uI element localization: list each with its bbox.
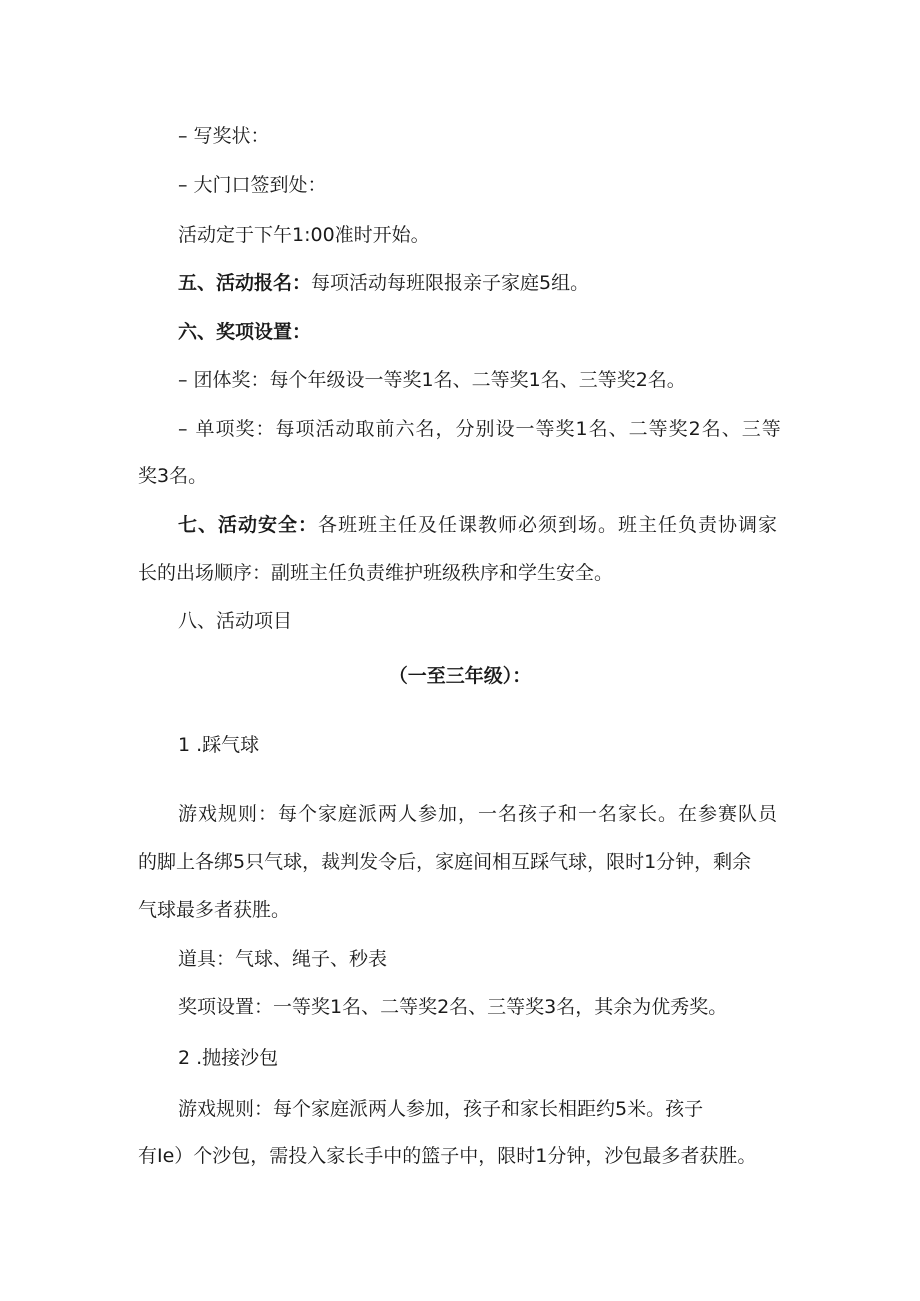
registration-text: 每项活动每班限报亲子家庭5组。 xyxy=(311,272,590,294)
balloon-awards: 奖项设置：一等奖1名、二等奖2名、三等奖3名，其余为优秀奖。 xyxy=(178,996,728,1018)
balloon-rules-line-2: 的脚上各绑5只气球，裁判发令后，家庭间相互踩气球，限时1分钟，剩余 xyxy=(138,851,752,873)
safety-line xyxy=(178,516,778,535)
sandbag-rules-line-1: 游戏规则：每个家庭派两人参加，孩子和家长相距约5米。孩子 xyxy=(178,1098,704,1120)
subheading-grades-1-3: （一至三年级）： xyxy=(388,665,532,687)
list-item-team-award: – 团体奖：每个年级设一等奖1名、二等奖1名、三等奖2名。 xyxy=(178,369,686,391)
section-heading-safety: 七、活动安全： xyxy=(178,514,319,536)
registration-line xyxy=(178,274,589,293)
item-title-sandbag: 2 .抛接沙包 xyxy=(178,1047,279,1069)
sandbag-rules-line-2: 有Ie）个沙包，需投入家长手中的篮子中，限时1分钟，沙包最多者获胜。 xyxy=(138,1145,757,1167)
section-heading-activities: 八、活动项目 xyxy=(178,610,293,632)
single-award-continuation: 奖3名。 xyxy=(138,465,208,487)
safety-continuation: 长的出场顺序：副班主任负责维护班级秩序和学生安全。 xyxy=(138,562,614,584)
section-heading-registration: 五、活动报名： xyxy=(178,272,312,294)
item-title-balloon: 1 .踩气球 xyxy=(178,734,260,756)
safety-text: 各班班主任及任课教师必须到场。班主任负责协调家 xyxy=(318,514,779,536)
list-item-checkin: – 大门口签到处： xyxy=(178,174,327,196)
balloon-rules-line-1: 游戏规则：每个家庭派两人参加，一名孩子和一名家长。在参赛队员 xyxy=(178,803,779,825)
balloon-props: 道具：气球、绳子、秒表 xyxy=(178,948,388,970)
start-time-line: 活动定于下午1:00准时开始。 xyxy=(178,224,430,246)
list-item-award-writing: – 写奖状： xyxy=(178,125,270,147)
balloon-rules-line-3: 气球最多者获胜。 xyxy=(138,899,291,921)
section-heading-awards: 六、奖项设置： xyxy=(178,321,312,343)
list-item-single-award: – 单项奖：每项活动取前六名，分别设一等奖1名、二等奖2名、三等 xyxy=(178,418,782,440)
